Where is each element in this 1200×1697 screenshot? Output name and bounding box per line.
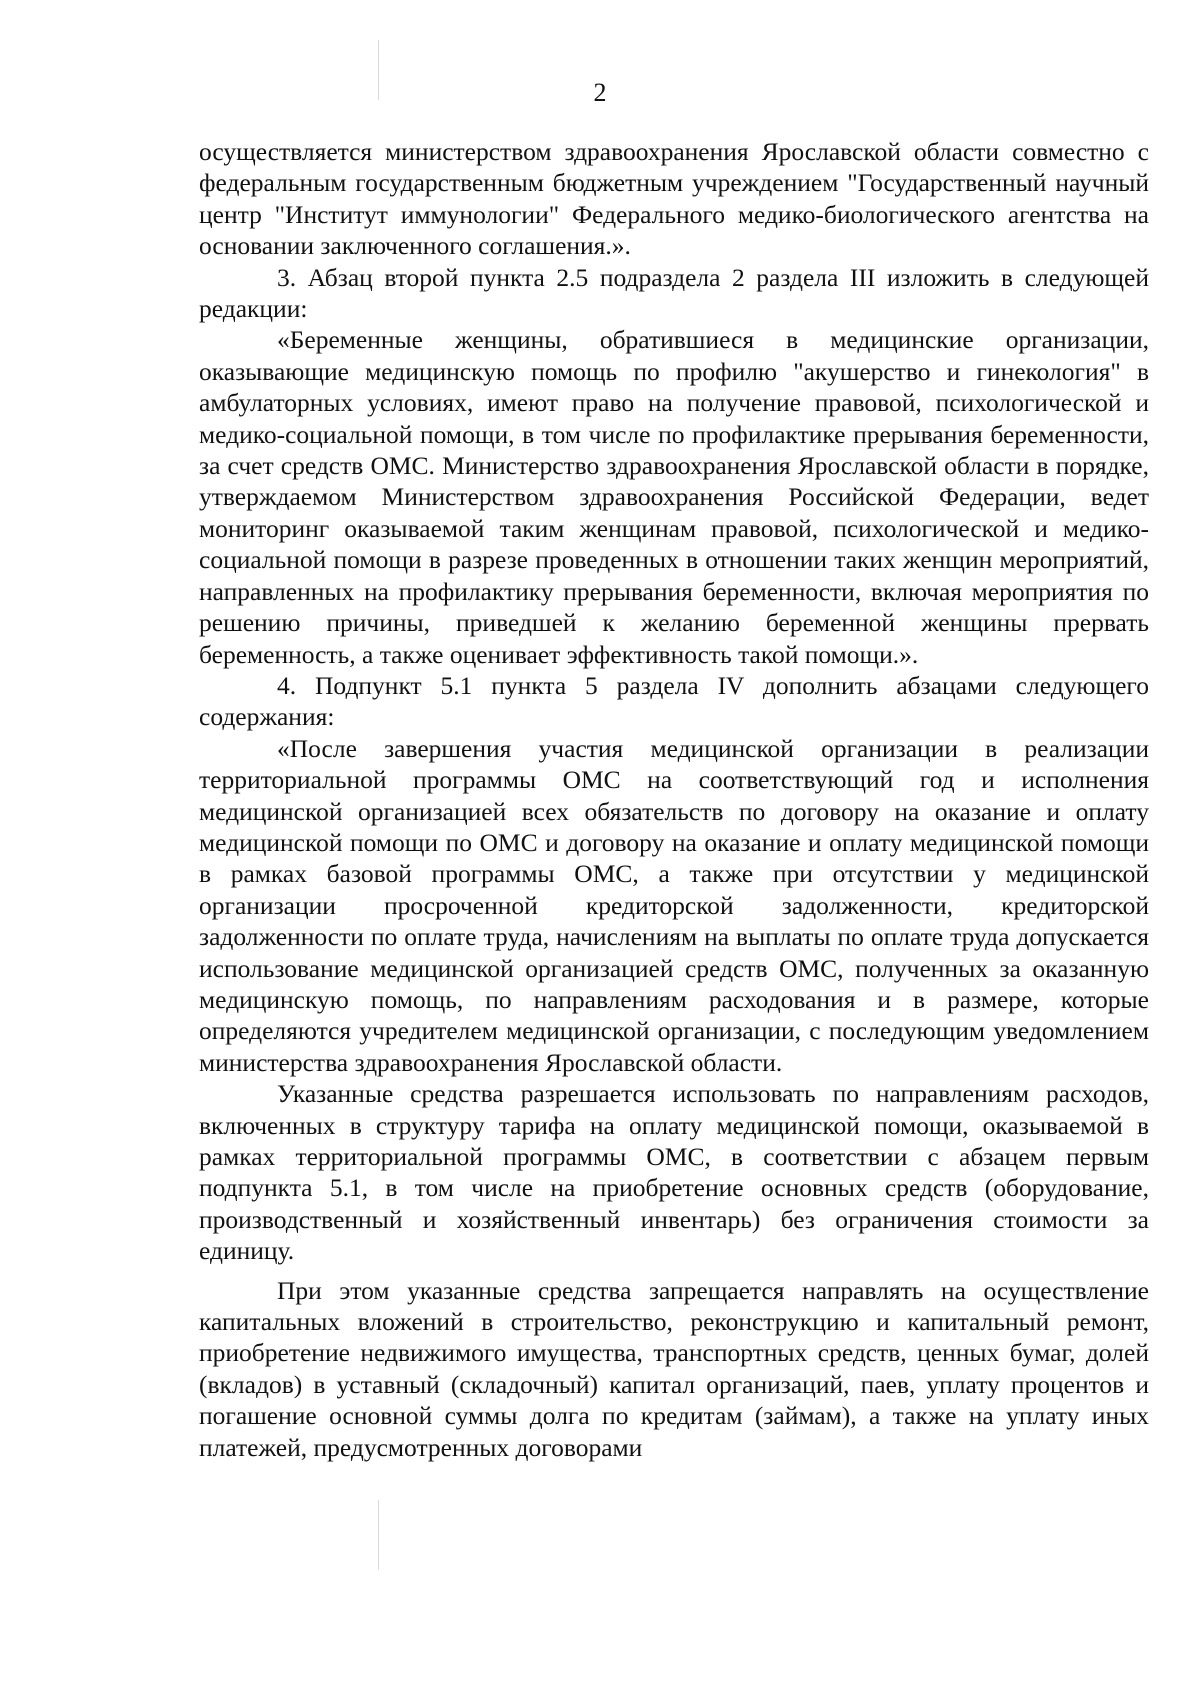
paragraph-quoted-pregnant-women: «Беременные женщины, обратившиеся в медицинские организации, оказывающие медицинскую помощь по профилю "акушерство и гинекология" в амбулаторных условиях, имеют право на получение правовой, психологической и медико-социальной помощи, в том числе по профилактике прерывания беременности, за счет средств ОМС. Министерство здравоохранения Ярославской области в порядке, утверждаемом Министерством здравоохранения Российской Федерации, ведет мониторинг оказываемой таким женщинам правовой, психологической и медико-социальной помощи в разрезе проведенных в отношении таких женщин мероприятий, направленных на профилактику прерывания беременности, включая мероприятия по решению причины, приведшей к желанию беременной женщины прервать беременность, а также оценивает эффективность такой помощи.». <box>199 325 1149 669</box>
scan-artifact-line <box>378 1500 379 1570</box>
paragraph-quoted-oms-funds: «После завершения участия медицинской организации в реализации территориальной программы ОМС на соответствующий год и исполнения медицинской организацией всех обязательств по договору на оказание и оплату медицинской помощи по ОМС и договору на оказание и оплату медицинской помощи в рамках базовой программы ОМС, а также при отсутствии у медицинской организации просроченной кредиторской задолженности, кредиторской задолженности по оплате труда, начислениям на выплаты по оплате труда допускается использование медицинской организацией средств ОМС, полученных за оказанную медицинскую помощь, по направлениям расходования и в размере, которые определяются учредителем медицинской организации, с последующим уведомлением министерства здравоохранения Ярославской области. <box>199 733 1149 1077</box>
document-body <box>199 136 1149 1463</box>
page-number: 2 <box>593 78 607 107</box>
paragraph-item-3: 3. Абзац второй пункта 2.5 подраздела 2 раздела III изложить в следующей редакции: <box>199 262 1149 324</box>
paragraph-continuation: осуществляется министерством здравоохранения Ярославской области совместно с федеральным государственным бюджетным учреждением "Государственный научный центр "Институт иммунологии" Федерального медико-биологического агентства на основании заключенного соглашения.». <box>199 137 1149 261</box>
paragraph-item-4: 4. Подпункт 5.1 пункта 5 раздела IV дополнить абзацами следующего содержания: <box>199 670 1149 732</box>
paragraph-prohibited-use: При этом указанные средства запрещается направлять на осуществление капитальных вложений в строительство, реконструкцию и капитальный ремонт, приобретение недвижимого имущества, транспортных средств, ценных бумаг, долей (вкладов) в уставный (складочный) капитал организаций, паев, уплату процентов и погашение основной суммы долга по кредитам (займам), а также на уплату иных платежей, предусмотренных договорами <box>199 1275 1149 1462</box>
paragraph-permitted-use: Указанные средства разрешается использовать по направлениям расходов, включенных в структуру тарифа на оплату медицинской помощи, оказываемой в рамках территориальной программы ОМС, в соответствии с абзацем первым подпункта 5.1, в том числе на приобретение основных средств (оборудование, производственный и хозяйственный инвентарь) без ограничения стоимости за единицу. <box>199 1079 1149 1266</box>
